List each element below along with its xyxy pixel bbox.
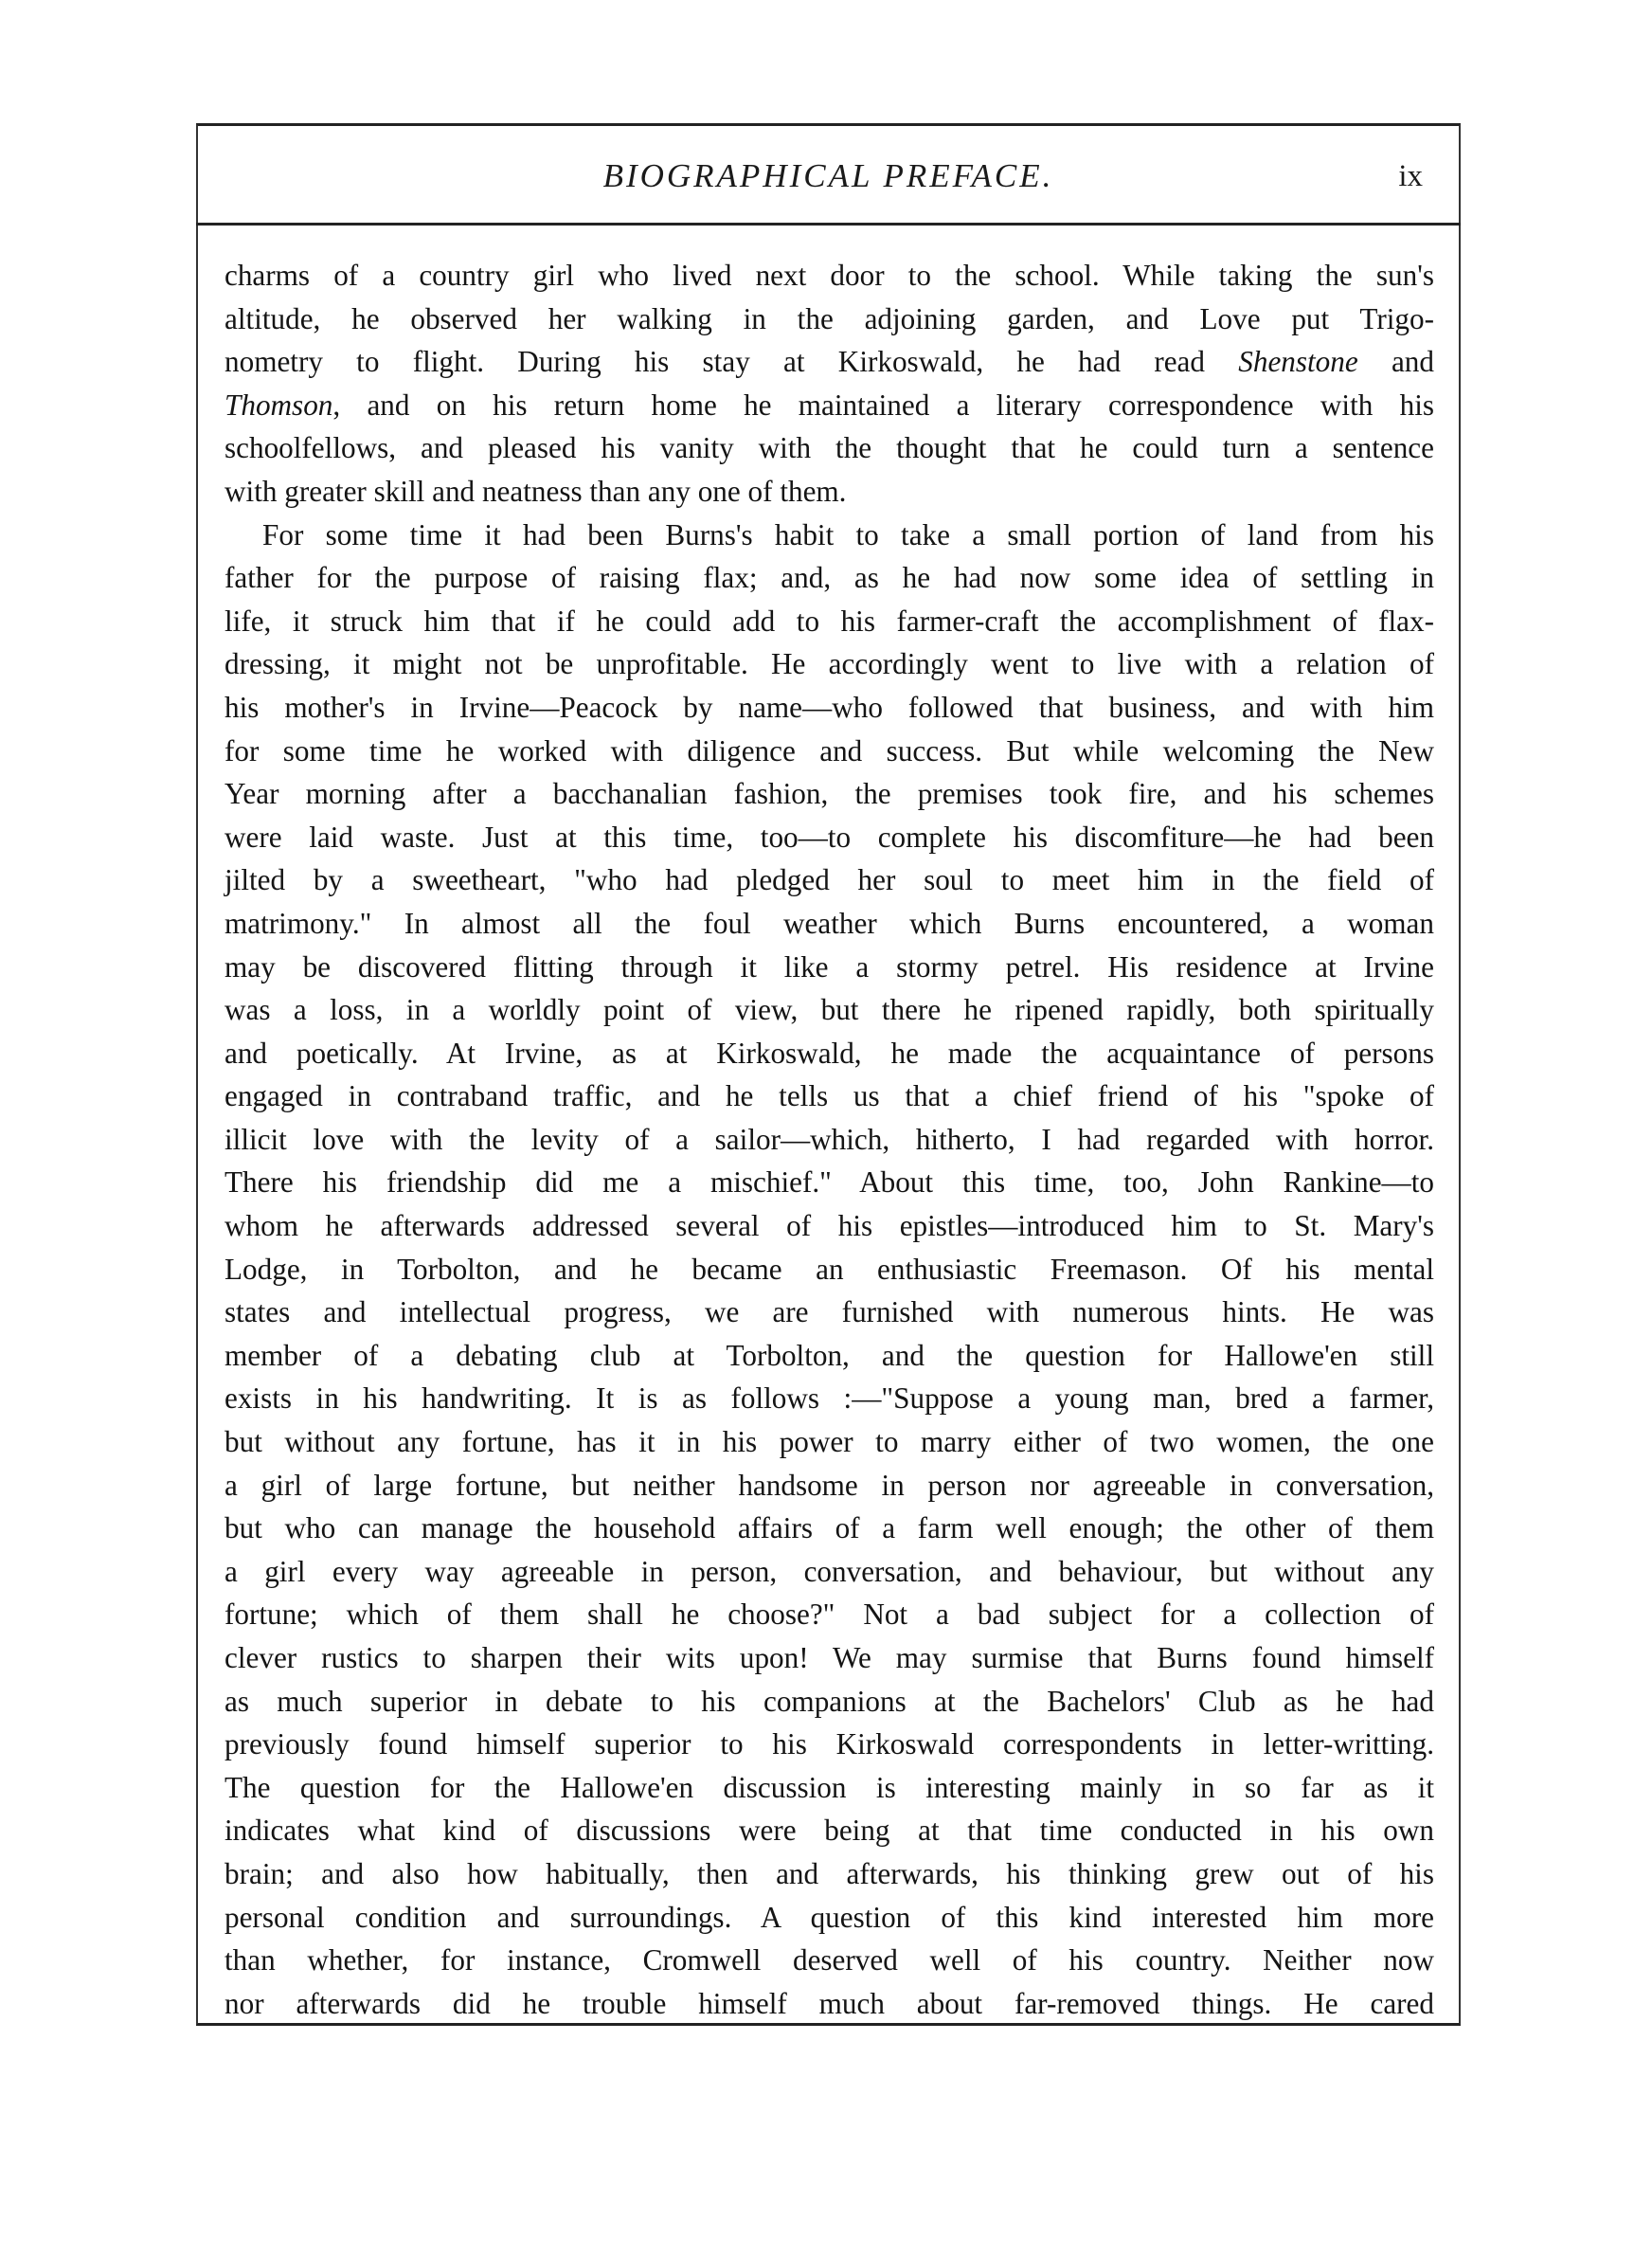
text-line: life, it struck him that if he could add to his farmer-craft the accomplishment of flax- — [224, 604, 1434, 638]
page-header — [196, 123, 1461, 226]
text-line: dressing, it might not be unprofitable. He accordingly went to live with a relation of — [224, 647, 1434, 681]
body-text — [224, 254, 1434, 2025]
text-line: fortune; which of them shall he choose?" Not a bad subject for a collection of — [224, 1598, 1434, 1632]
text-line: previously found himself superior to his Kirkoswald correspondents in letter-writting. — [224, 1727, 1434, 1761]
text-line: For some time it had been Burns's habit to take a small portion of land from his — [262, 517, 1434, 551]
text-line: engaged in contraband traffic, and he tells us that a chief friend of his "spoke of — [224, 1079, 1434, 1113]
text-line: schoolfellows, and pleased his vanity with the thought that he could turn a sentence — [224, 431, 1434, 465]
text-line: states and intellectual progress, we are furnished with numerous hints. He was — [224, 1295, 1434, 1329]
text-line: as much superior in debate to his companions at the Bachelors' Club as he had — [224, 1684, 1434, 1718]
text-line: were laid waste. Just at this time, too—to complete his discomfiture—he had been — [224, 820, 1434, 854]
text-line: altitude, he observed her walking in the adjoining garden, and Love put Trigo- — [224, 301, 1434, 335]
text-line: a girl of large fortune, but neither handsome in person nor agreeable in conversation, — [224, 1468, 1434, 1502]
running-title: BIOGRAPHICAL PREFACE. — [602, 157, 1054, 194]
text-line: indicates what kind of discussions were being at that time conducted in his own — [224, 1814, 1434, 1848]
text-line: illicit love with the levity of a sailor—which, hitherto, I had regarded with horror. — [224, 1122, 1434, 1156]
text-line: matrimony." In almost all the foul weather which Burns encountered, a woman — [224, 906, 1434, 940]
text-line: Thomson, and on his return home he maintained a literary correspondence with his — [224, 388, 1434, 422]
text-line: father for the purpose of raising flax; and, as he had now some idea of settling in — [224, 561, 1434, 595]
text-line: a girl every way agreeable in person, conversation, and behaviour, but without any — [224, 1554, 1434, 1588]
text-line: may be discovered flitting through it like a stormy petrel. His residence at Irvine — [224, 949, 1434, 984]
text-line: The question for the Hallowe'en discussion is interesting mainly in so far as it — [224, 1770, 1434, 1804]
text-line: was a loss, in a worldly point of view, but there he ripened rapidly, both spiritually — [224, 993, 1434, 1027]
text-line: for some time he worked with diligence and success. But while welcoming the New — [224, 733, 1434, 767]
text-line: exists in his handwriting. It is as follows :—"Suppose a young man, bred a farmer, — [224, 1381, 1434, 1416]
text-line: Lodge, in Torbolton, and he became an enthusiastic Freemason. Of his mental — [224, 1252, 1434, 1286]
text-line: than whether, for instance, Cromwell deserved well of his country. Neither now — [224, 1943, 1434, 1977]
text-line: clever rustics to sharpen their wits upon! We may surmise that Burns found himself — [224, 1641, 1434, 1674]
text-line: jilted by a sweetheart, "who had pledged her soul to meet him in the field of — [224, 863, 1434, 897]
page-number: ix — [1398, 159, 1423, 193]
text-line: nor afterwards did he trouble himself much about far-removed things. He cared — [224, 1986, 1434, 2020]
text-line: but who can manage the household affairs of a farm well enough; the other of them — [224, 1511, 1434, 1545]
text-line: member of a debating club at Torbolton, and the question for Hallowe'en still — [224, 1338, 1434, 1372]
text-line: There his friendship did me a mischief." About this time, too, John Rankine—to — [224, 1165, 1434, 1200]
text-line: his mother's in Irvine—Peacock by name—who followed that business, and with him — [224, 690, 1434, 724]
text-line: with greater skill and neatness than any one of them. — [224, 474, 847, 508]
text-line: and poetically. At Irvine, as at Kirkoswald, he made the acquaintance of persons — [224, 1036, 1434, 1070]
text-line: personal condition and surroundings. A question of this kind interested him more — [224, 1900, 1434, 1934]
text-line: Year morning after a bacchanalian fashion, the premises took fire, and his schemes — [224, 777, 1434, 811]
text-line: charms of a country girl who lived next door to the school. While taking the sun's — [224, 259, 1434, 292]
text-line: but without any fortune, has it in his power to marry either of two women, the one — [224, 1425, 1434, 1459]
text-line: whom he afterwards addressed several of his epistles—introduced him to St. Mary's — [224, 1209, 1434, 1243]
text-line: nometry to flight. During his stay at Kirkoswald, he had read Shenstone and — [224, 345, 1434, 379]
text-line: brain; and also how habitually, then and afterwards, his thinking grew out of his — [224, 1856, 1434, 1890]
